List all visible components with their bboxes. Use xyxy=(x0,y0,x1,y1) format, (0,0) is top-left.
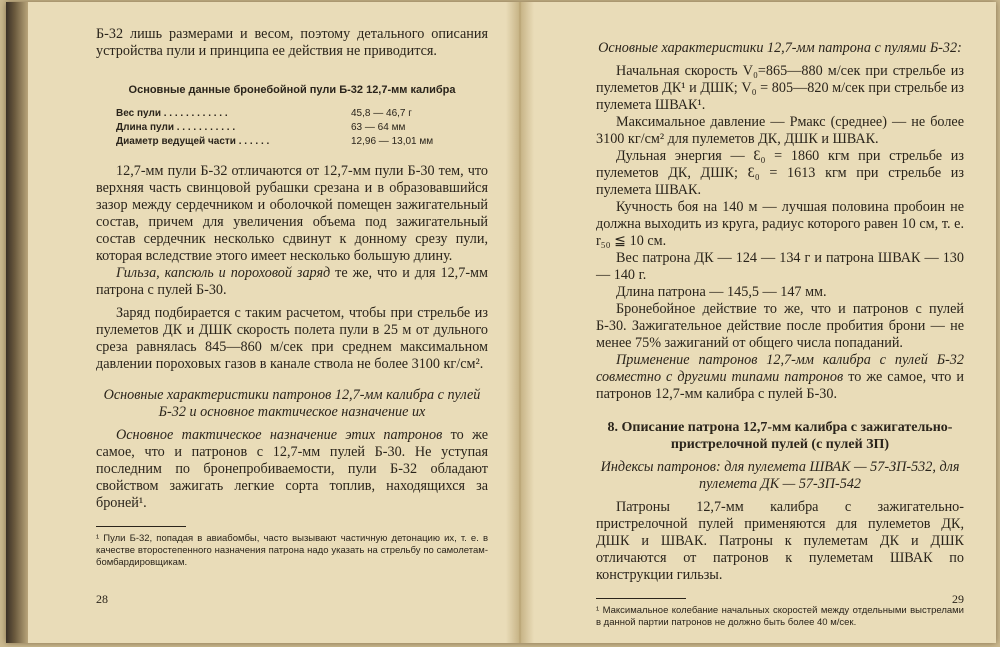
right-page xyxy=(534,2,996,643)
footnote-rule xyxy=(596,598,686,599)
body-paragraph: Кучность боя на 140 м — лучшая половина пробоин не должна выходить из круга, радиус которого равен 10 см, т. е. r₅₀ ≦ 10 см. xyxy=(596,199,964,249)
page-number: 28 xyxy=(96,592,108,606)
body-paragraph: Длина патрона — 145,5 — 147 мм. xyxy=(616,284,827,300)
spec-value: 12,96 — 13,01 мм xyxy=(351,136,434,147)
body-paragraph xyxy=(596,352,964,403)
body-paragraph xyxy=(96,427,488,512)
page-number: 29 xyxy=(952,592,964,606)
intro-paragraph: Б-32 лишь размерами и весом, поэтому детального описания устройства пули и принципа ее действия не приводится. xyxy=(96,26,488,59)
italic-lead: Гильза, капсюль и пороховой заряд xyxy=(116,265,331,281)
spec-row xyxy=(116,107,488,121)
spec-name: Вес пули . . . . . . . . . . . . xyxy=(116,108,228,119)
left-page xyxy=(28,2,506,643)
body-paragraph: 12,7-мм пули Б-32 отличаются от 12,7-мм пули Б-30 тем, что верхняя часть свинцовой рубашки срезана и в образовавшийся зазор между сердечником и оболочкой помещен зажигательный состав, причем для увеличения объема под зажигательный состав сердечник несколько сдвинут к донному срезу пули, которая вследствие этого имеет несколько большую длину. xyxy=(96,163,488,264)
book-spread xyxy=(6,2,996,643)
body-paragraph: Начальная скорость V₀=865—880 м/сек при стрельбе из пулеметов ДК¹ и ДШК; V₀ = 805—820 м/сек при стрельбе из пулемета ШВАК¹. xyxy=(596,63,964,113)
book-gutter xyxy=(506,2,534,643)
body-paragraph: Дульная энергия — Ɛ₀ = 1860 кгм при стрельбе из пулеметов ДК, ДШК; Ɛ₀ = 1613 кгм при стрельбе из пулемета ШВАК. xyxy=(596,148,964,198)
spec-table-title: Основные данные бронебойной пули Б-32 12,7-мм калибра xyxy=(128,84,456,96)
spec-value: 63 — 64 мм xyxy=(351,122,406,133)
cartridge-indices: Индексы патронов: для пулемета ШВАК — 57-ЗП-532, для пулемета ДК — 57-ЗП-542 xyxy=(600,459,960,492)
spec-table xyxy=(116,107,488,149)
body-paragraph: Максимальное давление — Pмакс (среднее) — не более 3100 кг/см² для пулеметов ДК, ДШК и ШВАК. xyxy=(596,114,964,147)
spec-value: 45,8 — 46,7 г xyxy=(351,108,412,119)
book-edge xyxy=(6,2,28,643)
body-paragraph: Патроны 12,7-мм калибра с зажигательно-пристрелочной пулей применяются для пулеметов ДК, ДШК и ШВАК. Патроны к пулеметам ДК и ДШК отличаются от патронов к пулеметам ШВАК по конструкции гильзы. xyxy=(596,499,964,583)
spec-row xyxy=(116,121,488,135)
italic-lead: Применение патронов 12,7-мм калибра с пулей Б-32 совместно с другими типами патронов xyxy=(596,352,964,385)
body-paragraph: Заряд подбирается с таким расчетом, чтобы при стрельбе из пулеметов ДК и ДШК скорость полета пули в 25 м от дульного среза равнялась 845—860 м/сек при среднем максимальном давлении пороховых газов в канале ствола не более 3100 кг/см². xyxy=(96,305,488,372)
italic-lead: Основное тактическое назначение этих патронов xyxy=(116,427,443,443)
body-paragraph xyxy=(96,265,488,299)
paragraph-text: те же, что и для 12,7-мм патрона с пулей Б-30. xyxy=(96,265,489,298)
section-heading: 8. Описание патрона 12,7-мм калибра с зажигательно-пристрелочной пулей (с пулей ЗП) xyxy=(607,420,953,452)
footnote: ¹ Максимальное колебание начальных скоростей между отдельными выстрелами в данной партии патронов не должно быть более 40 м/сек. xyxy=(596,605,964,628)
spec-row xyxy=(116,135,488,149)
spec-name: Диаметр ведущей части . . . . . . xyxy=(116,136,270,147)
body-paragraph: Вес патрона ДК — 124 — 134 г и патрона ШВАК — 130 — 140 г. xyxy=(596,250,964,283)
spec-name: Длина пули . . . . . . . . . . . xyxy=(116,122,236,133)
footnote-rule xyxy=(96,526,186,527)
body-paragraph: Бронебойное действие то же, что и патронов с пулей Б-30. Зажигательное действие после пробития брони — не менее 75% зажиганий от общего числа попаданий. xyxy=(596,301,964,351)
section-subheading: Основные характеристики патронов 12,7-мм калибра с пулей Б-32 и основное тактическое назначение их xyxy=(103,387,481,420)
section-subheading: Основные характеристики 12,7-мм патрона с пулями Б-32: xyxy=(598,40,962,56)
right-page-content xyxy=(596,40,964,629)
paragraph-text: то же самое, что и патронов 12,7-мм калибра с пулей Б-30. xyxy=(596,369,964,402)
left-page-content xyxy=(96,26,488,569)
paragraph-text: то же самое, что и патронов с 12,7-мм пулей Б-30. Не уступая последним по бронепробиваемости, пули Б-32 обладают свойством зажигать легкие сорта топлив, находящихся за броней¹. xyxy=(96,427,488,511)
footnote: ¹ Пули Б-32, попадая в авиабомбы, часто вызывают частичную детонацию их, т. е. в качестве второстепенного назначения патрона надо указать на стрельбу по самолетам-бомбардировщикам. xyxy=(96,533,488,568)
